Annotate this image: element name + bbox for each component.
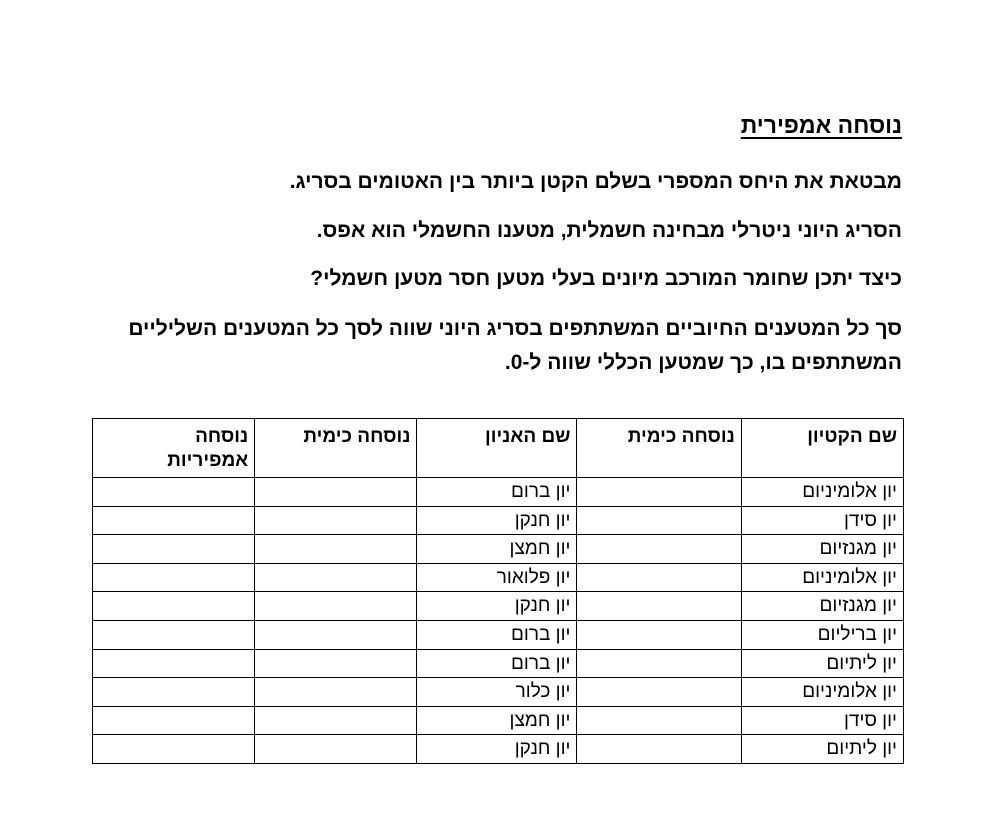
cation-formula-cell[interactable] [577,706,741,735]
header-empirical-line-1: נוסחה [195,426,249,447]
ions-table [92,418,904,764]
cation-name-cell: יון בריליום [741,620,903,649]
neutrality-paragraph: הסריג היוני ניטרלי מבחינה חשמלית, מטענו החשמלי הוא אפס. [316,219,902,242]
answer-line-1: סך כל המטענים החיוביים המשתתפים בסריג היוני שווה לסך כל המטענים השליליים [128,317,902,340]
table-row [93,735,904,764]
table-row [93,506,904,535]
cation-formula-cell[interactable] [577,735,741,764]
table-row [93,563,904,592]
cation-name-cell: יון אלומיניום [741,478,903,507]
anion-name-cell: יון חמצן [417,535,577,564]
anion-formula-cell[interactable] [255,563,417,592]
empirical-formula-cell[interactable] [93,620,255,649]
table-header-row [93,419,904,478]
anion-formula-cell[interactable] [255,706,417,735]
anion-name-cell: יון פלואור [417,563,577,592]
cation-name-cell: יון מגנזיום [741,592,903,621]
anion-formula-cell[interactable] [255,620,417,649]
answer-paragraph [128,312,902,380]
empirical-formula-cell[interactable] [93,535,255,564]
definition-paragraph: מבטאת את היחס המספרי בשלם הקטן ביותר בין האטומים בסריג. [289,170,902,193]
table-row [93,706,904,735]
cation-formula-cell[interactable] [577,649,741,678]
header-anion-formula: נוסחה כימית [255,419,417,478]
page-title: נוסחה אמפירית [740,112,902,138]
anion-name-cell: יון חנקן [417,592,577,621]
anion-formula-cell[interactable] [255,649,417,678]
empirical-formula-cell[interactable] [93,506,255,535]
anion-name-cell: יון ברום [417,649,577,678]
cation-name-cell: יון אלומיניום [741,678,903,707]
cation-name-cell: יון ליתיום [741,735,903,764]
table-row [93,535,904,564]
empirical-formula-cell[interactable] [93,478,255,507]
anion-formula-cell[interactable] [255,592,417,621]
cation-name-cell: יון ליתיום [741,649,903,678]
cation-formula-cell[interactable] [577,620,741,649]
header-empirical-formula [93,419,255,478]
table-row [93,649,904,678]
answer-line-2: המשתתפים בו, כך שמטען הכללי שווה ל-0. [504,351,902,374]
cation-name-cell: יון אלומיניום [741,563,903,592]
empirical-formula-cell[interactable] [93,706,255,735]
empirical-formula-cell[interactable] [93,735,255,764]
table-row [93,620,904,649]
anion-formula-cell[interactable] [255,478,417,507]
header-anion-name: שם האניון [417,419,577,478]
cation-name-cell: יון סידן [741,506,903,535]
anion-formula-cell[interactable] [255,678,417,707]
cation-formula-cell[interactable] [577,535,741,564]
cation-formula-cell[interactable] [577,592,741,621]
empirical-formula-cell[interactable] [93,592,255,621]
anion-name-cell: יון ברום [417,620,577,649]
empirical-formula-cell[interactable] [93,678,255,707]
anion-name-cell: יון חנקן [417,735,577,764]
cation-name-cell: יון מגנזיום [741,535,903,564]
table-row [93,592,904,621]
cation-name-cell: יון סידן [741,706,903,735]
table-row [93,478,904,507]
empirical-formula-cell[interactable] [93,563,255,592]
anion-formula-cell[interactable] [255,506,417,535]
cation-formula-cell[interactable] [577,478,741,507]
cation-formula-cell[interactable] [577,563,741,592]
cation-formula-cell[interactable] [577,678,741,707]
anion-name-cell: יון חמצן [417,706,577,735]
header-cation-name: שם הקטיון [741,419,903,478]
table-row [93,678,904,707]
anion-formula-cell[interactable] [255,735,417,764]
header-empirical-line-2: אמפיריות [167,450,249,471]
anion-formula-cell[interactable] [255,535,417,564]
empirical-formula-cell[interactable] [93,649,255,678]
header-cation-formula: נוסחה כימית [577,419,741,478]
question-paragraph: כיצד יתכן שחומר המורכב מיונים בעלי מטען חסר מטען חשמלי? [310,267,902,290]
anion-name-cell: יון כלור [417,678,577,707]
anion-name-cell: יון חנקן [417,506,577,535]
anion-name-cell: יון ברום [417,478,577,507]
cation-formula-cell[interactable] [577,506,741,535]
